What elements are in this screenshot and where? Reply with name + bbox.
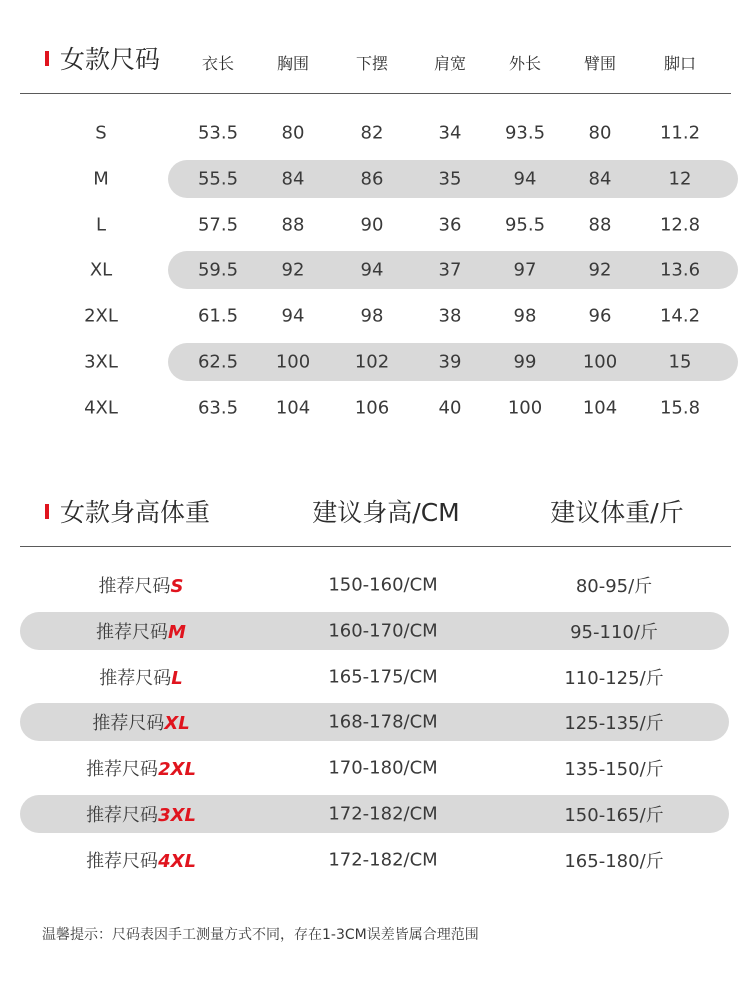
size-value-cell: 35 <box>438 168 462 190</box>
height-range: 150-160/CM <box>328 574 438 596</box>
size-value-cell: 80 <box>588 122 612 144</box>
size-value-cell: 93.5 <box>504 122 546 144</box>
size-value-cell: 88 <box>281 214 305 236</box>
height-range: 170-180/CM <box>328 757 438 779</box>
size-label: S <box>95 122 107 144</box>
section-accent-bar <box>45 504 49 519</box>
size-value-cell: 82 <box>360 122 384 144</box>
size-value-cell: 59.5 <box>197 259 239 281</box>
size-value-cell: 84 <box>588 168 612 190</box>
size-label: 2XL <box>84 305 118 327</box>
recommend-prefix: 推荐尺码 <box>98 576 171 597</box>
recommend-prefix: 推荐尺码 <box>96 621 169 643</box>
weight-range: 135-150/斤 <box>564 759 664 781</box>
size-table-divider <box>20 93 731 94</box>
size-value-cell: 88 <box>588 214 612 236</box>
size-value-cell: 95.5 <box>504 214 546 236</box>
recommend-size-code: S <box>170 576 184 597</box>
size-header-cell: 外长 <box>508 54 542 73</box>
fit-header-height: 建议身高/CM <box>312 498 460 527</box>
size-value-cell: 99 <box>513 351 537 373</box>
height-range: 172-182/CM <box>328 849 438 871</box>
size-value-cell: 55.5 <box>197 168 239 190</box>
size-value-cell: 106 <box>354 397 390 419</box>
weight-range: 95-110/斤 <box>570 621 658 643</box>
size-label: XL <box>89 259 113 281</box>
size-value-cell: 90 <box>360 214 384 236</box>
weight-range: 125-135/斤 <box>564 713 664 735</box>
size-note: 温馨提示：尺码表因手工测量方式不同，存在1-3CM误差皆属合理范围 <box>42 927 479 943</box>
recommend-prefix: 推荐尺码 <box>86 759 159 781</box>
size-value-cell: 39 <box>438 351 462 373</box>
size-value-cell: 94 <box>513 168 537 190</box>
height-range: 160-170/CM <box>328 620 438 642</box>
recommended-size <box>86 847 196 873</box>
size-table-title: 女款尺码 <box>60 45 161 74</box>
recommend-size-code: M <box>168 621 186 643</box>
recommend-prefix: 推荐尺码 <box>86 850 159 872</box>
size-value-cell: 98 <box>513 305 537 327</box>
fit-table-title: 女款身高体重 <box>60 498 211 527</box>
size-header-cell: 胸围 <box>276 54 310 73</box>
size-value-cell: 97 <box>513 259 537 281</box>
recommend-prefix: 推荐尺码 <box>92 713 165 735</box>
size-value-cell: 94 <box>281 305 305 327</box>
size-value-cell: 13.6 <box>659 259 701 281</box>
size-value-cell: 104 <box>275 397 311 419</box>
recommended-size <box>99 572 184 598</box>
weight-range: 150-165/斤 <box>564 805 664 826</box>
size-value-cell: 12.8 <box>659 214 701 236</box>
size-value-cell: 102 <box>354 351 390 373</box>
size-value-cell: 84 <box>281 168 305 190</box>
size-value-cell: 38 <box>438 305 462 327</box>
recommend-size-code: 4XL <box>158 850 196 872</box>
size-value-cell: 61.5 <box>197 305 239 327</box>
size-value-cell: 94 <box>360 259 384 281</box>
weight-range: 110-125/斤 <box>564 667 664 689</box>
height-range: 165-175/CM <box>328 666 438 688</box>
size-value-cell: 11.2 <box>659 122 701 144</box>
size-label: L <box>95 214 107 236</box>
size-value-cell: 92 <box>588 259 612 281</box>
size-label: 4XL <box>84 397 118 419</box>
recommend-prefix: 推荐尺码 <box>86 805 159 826</box>
size-value-cell: 15.8 <box>659 397 701 419</box>
recommended-size <box>96 618 186 644</box>
size-value-cell: 40 <box>438 397 462 419</box>
size-value-cell: 80 <box>281 122 305 144</box>
fit-header-weight: 建议体重/斤 <box>550 498 684 527</box>
recommend-size-code: XL <box>164 713 190 735</box>
size-value-cell: 86 <box>360 168 384 190</box>
size-label: 3XL <box>84 351 118 373</box>
recommend-prefix: 推荐尺码 <box>99 667 172 689</box>
size-value-cell: 12 <box>668 168 692 190</box>
size-value-cell: 100 <box>507 397 543 419</box>
fit-table-divider <box>20 546 731 547</box>
size-label: M <box>93 168 109 190</box>
section-accent-bar <box>45 51 49 66</box>
size-value-cell: 92 <box>281 259 305 281</box>
size-value-cell: 34 <box>438 122 462 144</box>
size-value-cell: 62.5 <box>197 351 239 373</box>
size-header-cell: 肩宽 <box>433 54 467 73</box>
size-value-cell: 15 <box>668 351 692 373</box>
weight-range: 80-95/斤 <box>575 576 653 597</box>
recommend-size-code: 3XL <box>158 805 196 826</box>
size-value-cell: 100 <box>582 351 618 373</box>
recommended-size <box>86 755 196 781</box>
size-value-cell: 98 <box>360 305 384 327</box>
height-range: 168-178/CM <box>328 711 438 733</box>
size-header-cell: 衣长 <box>201 54 235 73</box>
height-range: 172-182/CM <box>328 803 438 825</box>
size-value-cell: 53.5 <box>197 122 239 144</box>
size-header-cell: 下摆 <box>355 54 389 73</box>
weight-range: 165-180/斤 <box>564 850 664 872</box>
size-value-cell: 37 <box>438 259 462 281</box>
size-value-cell: 14.2 <box>659 305 701 327</box>
size-header-cell: 脚口 <box>663 54 697 73</box>
recommended-size <box>99 664 182 690</box>
size-value-cell: 36 <box>438 214 462 236</box>
recommend-size-code: 2XL <box>158 759 196 781</box>
recommended-size <box>86 801 196 827</box>
size-header-cell: 臂围 <box>583 54 617 73</box>
size-value-cell: 104 <box>582 397 618 419</box>
size-value-cell: 63.5 <box>197 397 239 419</box>
size-value-cell: 57.5 <box>197 214 239 236</box>
size-value-cell: 100 <box>275 351 311 373</box>
recommend-size-code: L <box>171 667 183 689</box>
recommended-size <box>92 709 189 735</box>
size-value-cell: 96 <box>588 305 612 327</box>
